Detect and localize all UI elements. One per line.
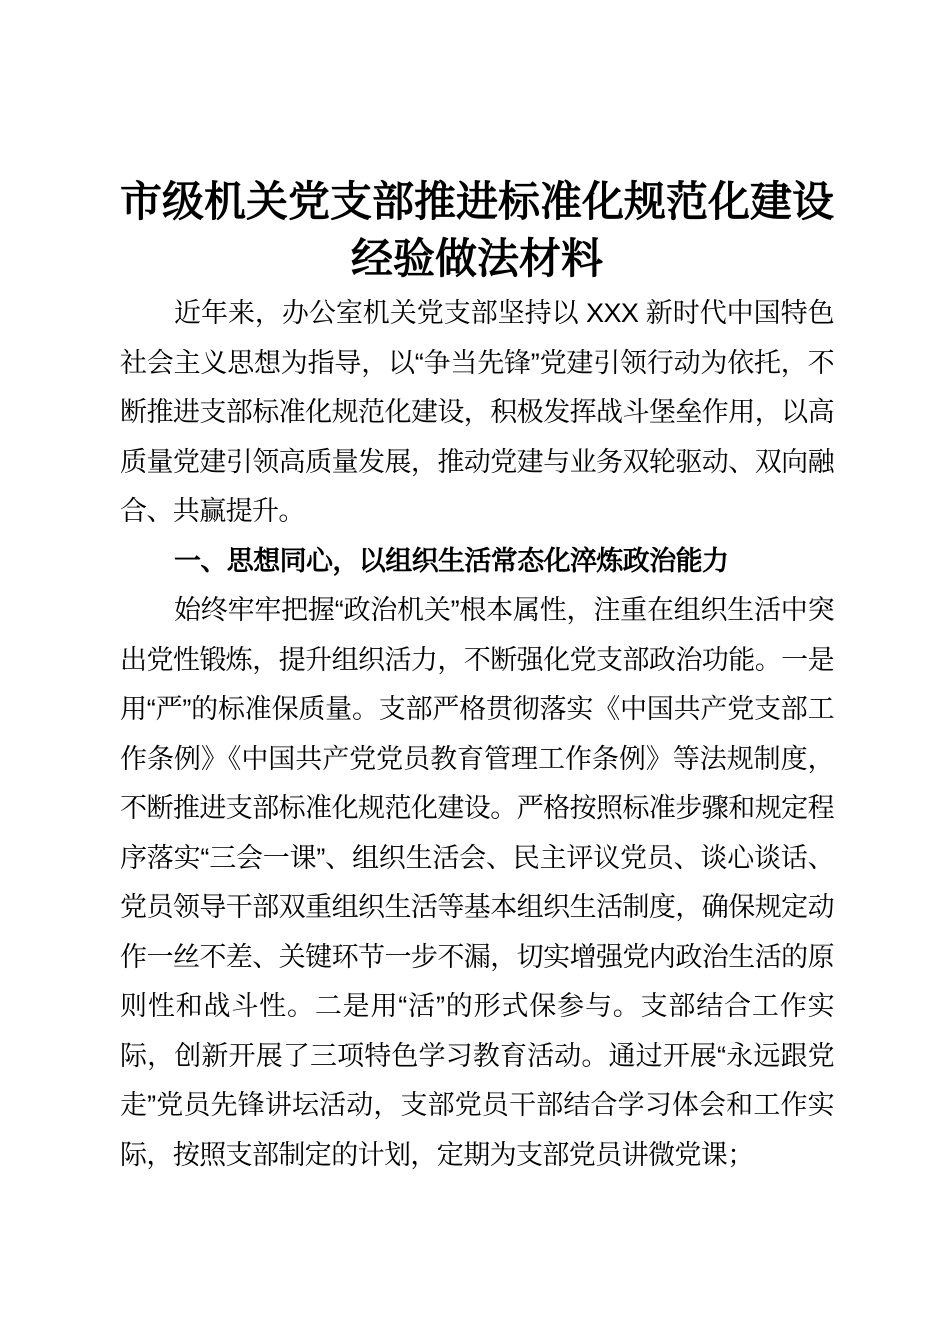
document-title-line-2: 经验做法材料 xyxy=(350,237,603,283)
document-body xyxy=(120,289,834,1180)
section-1-paragraph: 始终牢牢把握“政治机关”根本属性，注重在组织生活中突出党性锻炼，提升组织活力，不断强化党支部政治功能。一是用“严”的标准保质量。支部严格贯彻落实《中国共产党支部工作条例》《中国共产党党员教育管理工作条例》等法规制度，不断推进支部标准化规范化建设。严格按照标准步骤和规定程序落实“三会一课”、组织生活会、民主评议党员、谈心谈话、党员领导干部双重组织生活等基本组织生活制度，确保规定动作一丝不差、关键环节一步不漏，切实增强党内政治生活的原则性和战斗性。二是用“活”的形式保参与。支部结合工作实际，创新开展了三项特色学习教育活动。通过开展“永远跟党走”党员先锋讲坛活动，支部党员干部结合学习体会和工作实际，按照支部制定的计划，定期为支部党员讲微党课； xyxy=(120,595,834,1170)
document-title xyxy=(120,175,834,289)
document-title-line-1: 市级机关党支部推进标准化规范化建设 xyxy=(120,180,835,226)
intro-paragraph: 近年来，办公室机关党支部坚持以 XXX 新时代中国特色社会主义思想为指导，以“争当先锋”党建引领行动为依托，不断推进支部标准化规范化建设，积极发挥战斗堡垒作用，以高质量党建引领高质量发展，推动党建与业务双轮驱动、双向融合、共赢提升。 xyxy=(120,298,834,526)
section-heading-1: 一、思想同心，以组织生活常态化淬炼政治能力 xyxy=(174,545,729,576)
